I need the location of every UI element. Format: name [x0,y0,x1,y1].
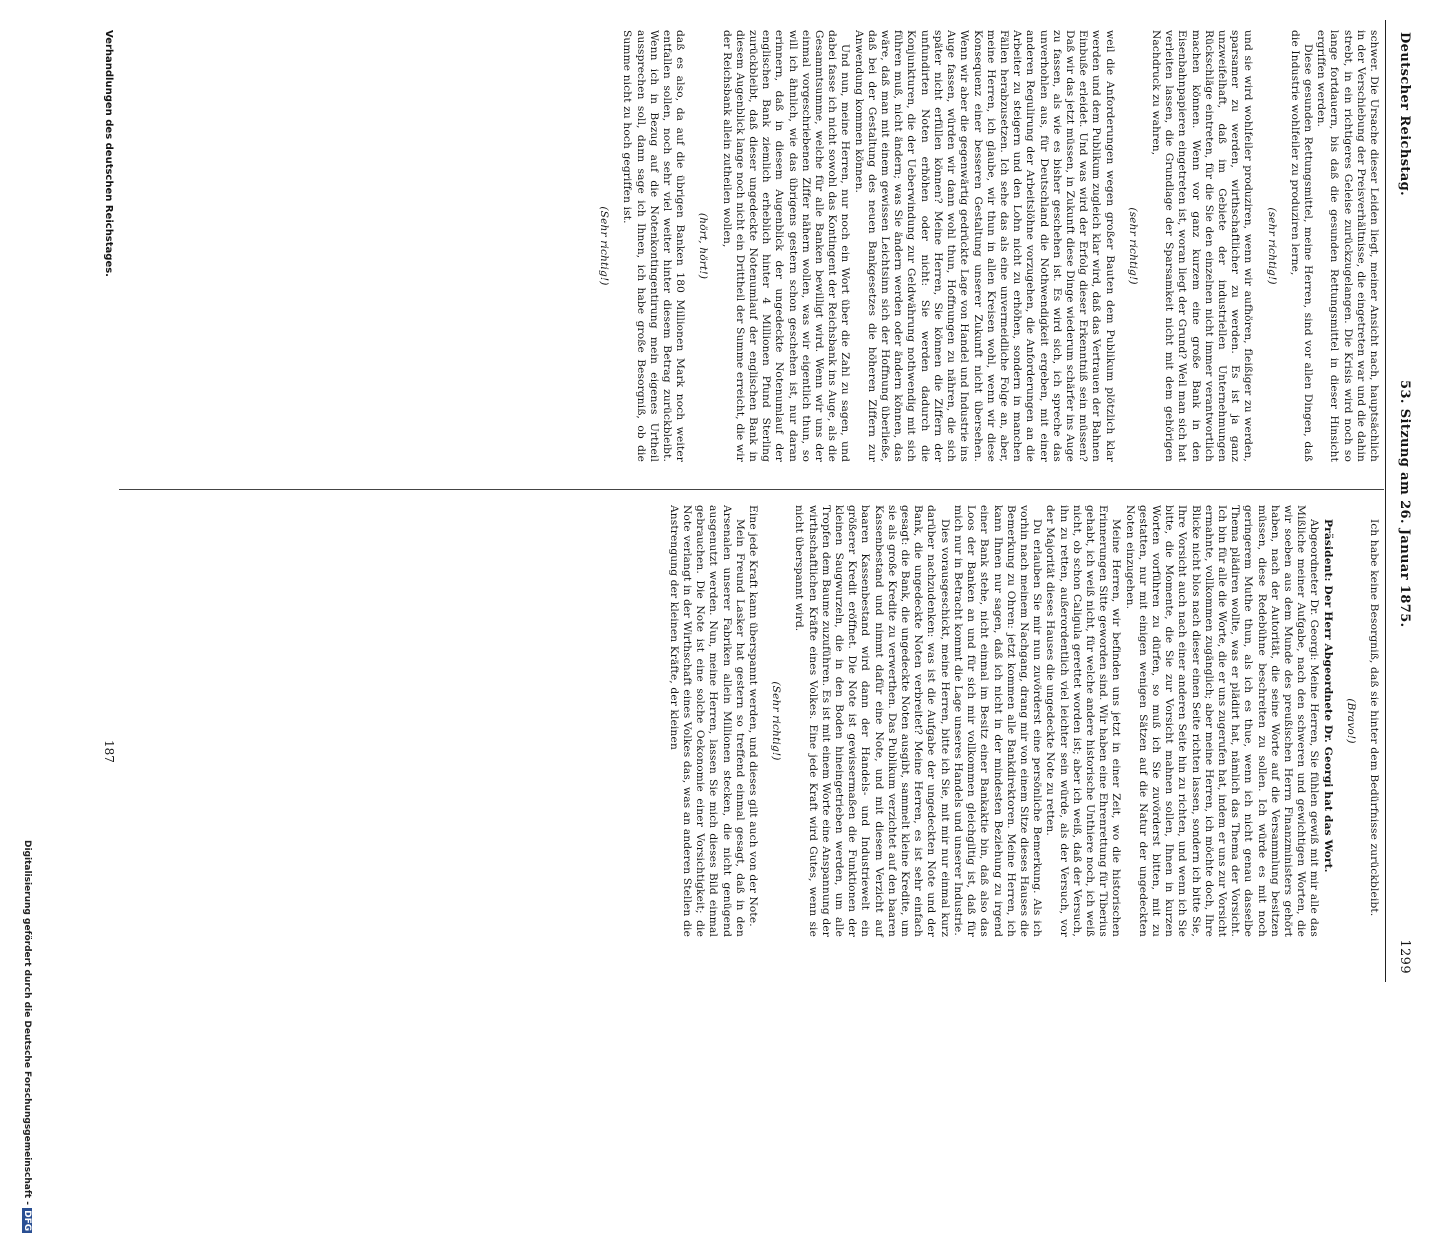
left-column [587,30,1380,462]
paragraph: Abgeordneter Dr. Georgi: Meine Herren, Sie fühlen gewiß mit mir alle das Mißliche meiner Aufgabe, nach den schweren und gewichtigen Worten, die wir soeben aus dem Munde des preußischen Herrn Finanzministers gehört haben, nach der Autorität, die seine Worte auf die Versammlung besitzen müssen, diese Redebühne beschreiten zu sollen. Ich würde es mit noch geringerem Muthe thun, als ich es thue, wenn ich nicht genau dasselbe Thema plädiren wollte, was er plädirt hat, nämlich das Thema der Vorsicht. Ich bin für alle die Worte, die er uns zugerufen hat, indem er uns zur Vorsicht ermahnte, vollkommen zugänglich; aber meine Herren, ich möchte doch, Ihre Blicke nicht blos nach dieser einen Seite richten lassen, sondern ich bitte Sie, Ihre Vorsicht auch nach einer anderen Seite hin zu richten, und wenn ich Sie bitte, die Momente, die Sie zur Vorsicht mahnen sollen, Ihnen in kurzen Worten vorführen zu dürfen, so muß ich Sie zuvörderst bitten, mit zu gestatten, nur mit einigen wenigen Sätzen auf die Natur der ungedeckten Noten einzugehen. [1123,505,1321,937]
footer-title: Verhandlungen des deutschen Reichstages. [103,30,114,277]
paragraph: schwer. Die Ursache dieser Leiden liegt, meiner Ansicht nach, hauptsächlich in der Verschiebung der Preisverhältnisse, die eingetreten war und die dahin strebt, in ein richtigeres Geleise zurückzugelangen. Die Krisis wird noch so lange fortdauern, bis daß die gesunden Rettungsmittel in dieser Hinsicht ergriffen werden. [1315,30,1380,462]
column-divider [119,489,1384,490]
paragraph: Du erlauben Sie mir nun zuvörderst eine persönliche Bemerkung. Als ich vorhin nach meinem Nachgang, drang mir von einem Sitze dieses Hauses die Bemerkung zu Ohren: jetzt kommen alle Bankdirektoren. Meine Herren, ich kann Ihnen nur sagen, daß ich nicht in der mindesten Beziehung zu irgend einer Bank stehe, nicht einmal im Besitz einer Bankaktie bin, daß also das Loos der Banken an und für sich mir vollkommen gleichgiltig ist, daß für mich nur in Betracht kommt die Lage unseres Handels und unserer Industrie. [951,505,1044,937]
paragraph: Dies vorausgeschickt, meine Herren, bitte ich Sie, mit mir nur einmal kurz darüber nachzudenken: was ist die Aufgabe der ungedeckten Note und der Bank, die ungedeckte Noten verbreitet? Meine Herren, es ist sehr einfach gesagt: die Bank, die ungedeckte Noten ausgibt, sammelt kleine Kredite, um sie als große Kredite zu verwerthen. Das Publikum verzichtet auf den baaren Kassenbestand und nimmt dafür eine Note, und mit diesem Verzicht auf baaren Kassenbestand wird dann der Handels- und Industriewelt ein größerer Kredit eröffnet. Die Note ist gewissermaßen die Funktionen der kleinen Saugwurzeln, die in den Boden hineingetrieben werden, um alle Tropfen dem Baume zuzuführen. Es ist mit einem Worte eine Anspannung der wirthschaftlichen Kräfte eines Volkes. Eine jede Kraft wird Gutes, wenn sie nicht überspannt wird. [793,505,951,937]
right-column [667,505,1380,937]
paragraph: Diese gesunden Rettungsmittel, meine Herren, sind vor allen Dingen, daß die Industrie wohlfeiler zu produziren lerne, [1288,30,1314,462]
paragraph: und sie wird wohlfeiler produziren, wenn wir aufhören, fleißiger zu werden, sparsamer zu werden, wirthschaftlicher zu werden. Es ist ja ganz unzweifelhaft, daß im Gebiete der industriellen Unternehmungen Rückschläge eintreten, für die Sie den einzelnen nicht immer verantwortlich machen können. Wenn vor ganz kurzem eine große Bank in den Eisenbahnpapieren eingetreten ist, woran liegt der Grund? Weil man sich hat verleiten lassen, die Grundlage der Sparsamkeit nicht mit dem gehörigen Nachdruck zu wahren, [1149,30,1255,462]
dfg-credit [22,840,32,1233]
paragraph: Mein Freund Lasker hat gestern so treffend einmal gesagt, daß in den Arsenalen unserer Fabriken allein Millionen stecken, die nicht genügend ausgenutzt werden. Nun, meine Herren, lassen Sie mich dieses Bild einmal gebrauchen. Die Note ist eine solche Oekonomie einer Vorsichtigkeit; die Note verlangt in der Wirthschaft eines Volkes das, was an anderen Stellen die Anstrengung der kleinen Kräfte, der kleinen [667,505,746,937]
paragraph: Ich habe keine Besorgniß, daß sie hinter dem Bedürfnisse zurückbleibt. [1368,519,1380,917]
dfg-credit-text: Digitalisierung gefördert durch die Deutsche Forschungsgemeinschaft - [22,840,32,1205]
paragraph: Eine jede Kraft kann überspannt werden, und dieses gilt auch von der Note. [747,505,760,927]
interjection: (Sehr richtig!) [770,681,783,761]
page-signature: 187 [102,740,116,763]
page-header [1390,20,1412,982]
header-title: Deutscher Reichstag. [1397,32,1412,197]
interjection: (sehr richtig!) [1265,207,1278,285]
page-number: 1299 [1397,939,1412,974]
header-rule [1385,20,1386,982]
paragraph: weil die Anforderungen wegen großer Bauten dem Publikum plötzlich klar werden und dem Publikum zugleich klar wird, daß das Vertrauen der Bahnen Einbuße erleidet. Und was wird der Erfolg dieser Erkenntniß sein müssen? Daß wir das jetzt müssen, in Zukunft diese Dinge wiederum schärfer ins Auge zu fassen, als wie es bisher geschehen ist. Es wird sich, ich spreche das unverhohlen aus, für Deutschland die Nothwendigkeit ergeben, mit einer anderen Regulirung der Arbeitslöhne vorzugehen, die Anforderungen an die Arbeiter zu steigern und den Lohn nicht zu erhöhen, sondern in manchen Fällen herabzusetzen. Ich sehe das als eine unvermeidliche Folge an, aber, meine Herren, ich glaube, wir thun in allen Kreisen wohl, wenn wir diese Konsequenz einer besseren Gestaltung unserer Zukunft nicht übersehen. Wenn wir aber die gegenwärtig gedrückte Lage von Handel und Industrie ins Auge fassen, würden wir dann wohl thun, Hoffnungen zu nähren, die sich später nicht erfüllen können? Meine Herren, Sie können die Ziffern der unfundirten Noten erhöhen oder nicht: Sie werden dadurch die Konjunkturen, die der Ueberwindung zur Geldwährung nothwendig mit sich führen muß, nicht ändern; was Sie ändern werden oder ändern können, das wäre, daß man mit einem gewissen Leichtsinn sich der Hoffnung überließe, daß bei der Gestaltung des neuen Bankgesetzes die höheren Ziffern zur Anwendung kommen können. [852,30,1116,462]
paragraph: daß es also, da auf die übrigen Banken 180 Millionen Mark noch weiter entfallen sollen, noch sehr viel weiter hinter diesem Betrag zurückbleibt. Wenn ich in Bezug auf die Notenkontingentirung mein eigenes Urtheil aussprechen soll, dann sage ich Ihnen, ich habe große Besorgniß, ob die Summe nicht zu hoch gegriffen ist. [621,30,687,462]
header-session: 53. Sitzung am 26. Januar 1875. [1397,380,1412,628]
speaker-paragraph: Präsident: Der Herr Abgeordnete Dr. Georgi hat das Wort. [1321,519,1334,873]
interjection: (Bravo!) [1344,698,1357,744]
dfg-logo: DFG [22,1210,32,1232]
interjection: (sehr richtig!) [1126,207,1139,285]
paragraph: Und nun, meine Herren, nur noch ein Wort über die Zahl zu sagen, und dabei fasse ich nicht sowohl das Kontingent der Reichsbank ins Auge, als die Gesammtsumme, welche für alle Banken bewilligt wird. Wenn wir uns der einmal vorgeschriebenen Ziffer nähern wollen, was wir eigentlich thun, so will ich ähnlich, wie das übrigens gestern schon geschehen ist, nur daran erinnern, daß in diesem Augenblick der ungedeckte Notenumlauf der englischen Bank ziemlich erheblich hinter 4 Millionen Pfund Sterling zurückbleibt, daß dieser ungedeckte Notenumlauf der englischen Bank in diesem Augenblick lange noch nicht ein Drittheil der Summe erreicht, die wir der Reichsbank allein zutheilen wollen, [720,30,852,462]
paragraph: Meine Herren, wir befinden uns jetzt in einer Zeit, wo die historischen Erinnerungen Sitte geworden sind. Wir haben eine Ehrenrettung für Tiberius gehabt, ich weiß nicht, für welche andere historische Unthiere noch, ich weiß nicht, ob schon Caligula gerettet worden ist; aber ich weiß, daß der Versuch, ihn zu retten, außerordentlich viel leichter sein würde, als der Versuch, vor der Majorität dieses Hauses die ungedeckte Note zu retten. [1044,505,1123,937]
interjection: (hört, hört!) [697,212,710,280]
interjection: (Sehr richtig!) [598,206,611,286]
